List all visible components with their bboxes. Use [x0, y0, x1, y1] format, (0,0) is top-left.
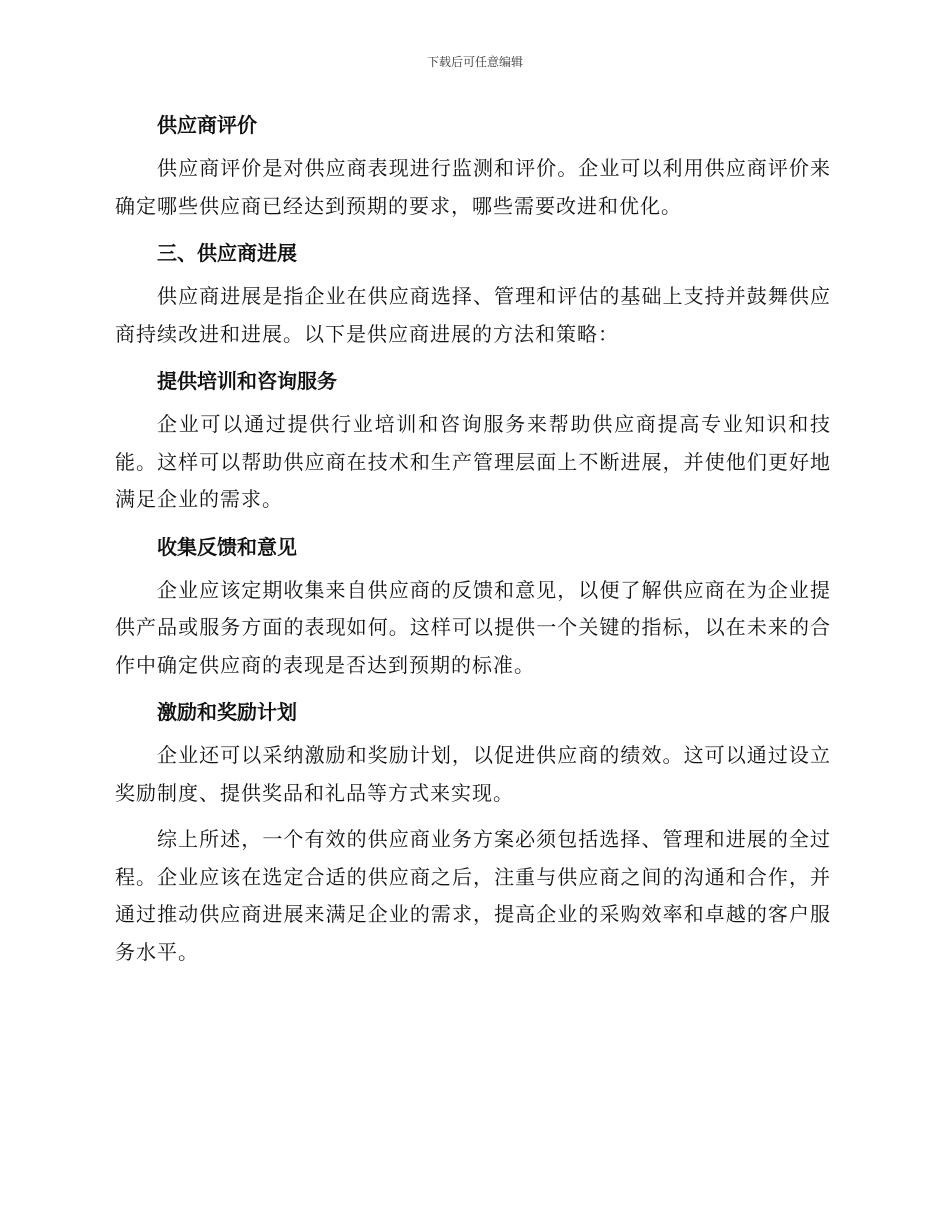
section-heading-training-consulting: 提供培训和咨询服务 [157, 369, 337, 393]
section-heading-supplier-development: 三、供应商进展 [157, 241, 297, 265]
section-heading-incentives: 激励和奖励计划 [157, 700, 297, 724]
document-body [115, 106, 831, 971]
section-heading-supplier-evaluation: 供应商评价 [157, 113, 257, 137]
page-header: 下载后可任意编辑 [426, 55, 523, 69]
paragraph-feedback: 企业应该定期收集来自供应商的反馈和意见，以便了解供应商在为企业提供产品或服务方面的表现如何。这样可以提供一个关键的指标，以在未来的合作中确定供应商的表现是否达到预期的标准。 [115, 577, 831, 677]
paragraph-supplier-evaluation: 供应商评价是对供应商表现进行监测和评价。企业可以利用供应商评价来确定哪些供应商已经达到预期的要求，哪些需要改进和优化。 [115, 156, 831, 218]
paragraph-supplier-development: 供应商进展是指企业在供应商选择、管理和评估的基础上支持并鼓舞供应商持续改进和进展。以下是供应商进展的方法和策略： [115, 284, 831, 346]
paragraph-conclusion: 综上所述，一个有效的供应商业务方案必须包括选择、管理和进展的全过程。企业应该在选定合适的供应商之后，注重与供应商之间的沟通和合作，并通过推动供应商进展来满足企业的需求，提高企业的采购效率和卓越的客户服务水平。 [115, 827, 831, 964]
paragraph-incentives: 企业还可以采纳激励和奖励计划，以促进供应商的绩效。这可以通过设立奖励制度、提供奖品和礼品等方式来实现。 [115, 743, 831, 805]
paragraph-training-consulting: 企业可以通过提供行业培训和咨询服务来帮助供应商提高专业知识和技能。这样可以帮助供应商在技术和生产管理层面上不断进展，并使他们更好地满足企业的需求。 [115, 412, 831, 511]
section-heading-feedback: 收集反馈和意见 [157, 534, 297, 559]
